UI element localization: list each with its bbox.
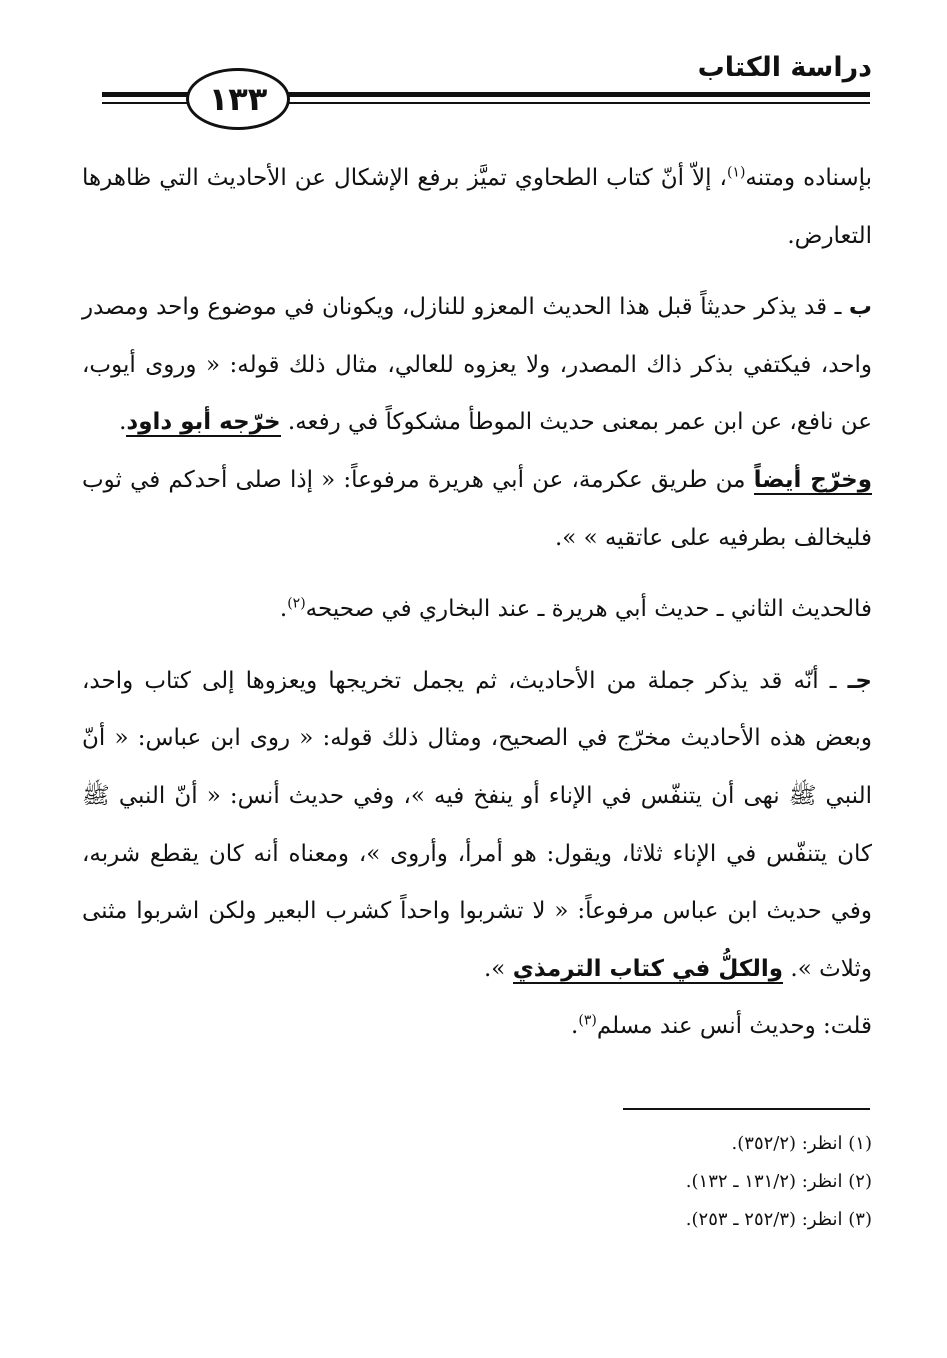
paragraph-5 — [82, 653, 872, 999]
footnote-2: (٢) انظر: (١٣١/٢ ـ ١٣٢). — [685, 1171, 872, 1192]
p1-rest: ، إلاّ أنّ كتاب الطحاوي تميَّز برفع الإشكال عن الأحاديث التي ظاهرها التعارض. — [82, 165, 872, 249]
footnote-1: (١) انظر: (٣٥٢/٢). — [731, 1133, 872, 1154]
footnote-separator — [623, 1108, 870, 1110]
footnote-ref-3: (٣) — [578, 1012, 597, 1029]
footnotes — [686, 1125, 872, 1239]
paragraph-2 — [82, 279, 872, 452]
p4-end: . — [279, 596, 288, 623]
page-number: ١٣٣ — [186, 68, 290, 130]
paragraph-1 — [82, 150, 872, 265]
p6-end: . — [571, 1013, 579, 1040]
item-marker-b: ب — [848, 294, 872, 321]
emphasis-kharrajahu: خرّجه أبو داود — [126, 409, 281, 436]
running-header: دراسة الكتاب — [697, 52, 872, 83]
footnote-3: (٣) انظر: (٢٥٢/٣ ـ ٢٥٣). — [685, 1209, 872, 1230]
p2-text: ـ قد يذكر حديثاً قبل هذا الحديث المعزو للنازل، ويكونان في موضوع واحد ومصدر واحد، فيكتفي بذكر ذاك المصدر، ولا يعزوه للعالي، مثال ذلك قوله: « وروى أيوب، عن نافع، عن ابن عمر بمعنى حديث الموطأ مشكوكاً في رفعه. — [82, 294, 872, 436]
emphasis-tirmidhi: والكلُّ في كتاب الترمذي — [512, 955, 784, 982]
paragraph-3 — [82, 452, 872, 567]
p2-end: . — [119, 409, 127, 436]
p5-text: ـ أنّه قد يذكر جملة من الأحاديث، ثم يجمل تخريجها ويعزوها إلى كتاب واحد، وبعض هذه الأحاديث مخرّج في الصحيح، ومثال ذلك قوله: « روى ابن عباس: « أنّ النبي ﷺ نهى أن يتنفّس في الإناء أو ينفخ فيه »، وفي حديث أنس: « أنّ النبي ﷺ كان يتنفّس في الإناء ثلاثا، ويقول: هو أمرأ، وأروى »، ومعناه أنه كان يقطع شربه، وفي حديث ابن عباس مرفوعاً: « لا تشربوا واحداً كشرب البعير ولكن اشربوا مثنى وثلاث ». — [82, 667, 872, 982]
p5-end: ». — [483, 955, 513, 982]
footnote-ref-2: (٢) — [287, 595, 306, 612]
footnote-ref-1: (١) — [726, 164, 746, 181]
p3-text: من طريق عكرمة، عن أبي هريرة مرفوعاً: « إذا صلى أحدكم في ثوب فليخالف بطرفيه على عاتقيه » ». — [82, 466, 872, 551]
p4-text: فالحديث الثاني ـ حديث أبي هريرة ـ عند البخاري في صحيحه — [305, 596, 872, 623]
paragraph-4 — [82, 581, 872, 639]
emphasis-kharraja-aydan: وخرّج أيضاً — [753, 466, 872, 493]
p6-text: قلت: وحديث أنس عند مسلم — [596, 1013, 872, 1040]
body-text — [82, 150, 872, 1056]
item-marker-jim: جـ — [847, 667, 872, 694]
p1-text: بإسناده ومتنه — [745, 165, 872, 191]
paragraph-6 — [82, 998, 872, 1056]
